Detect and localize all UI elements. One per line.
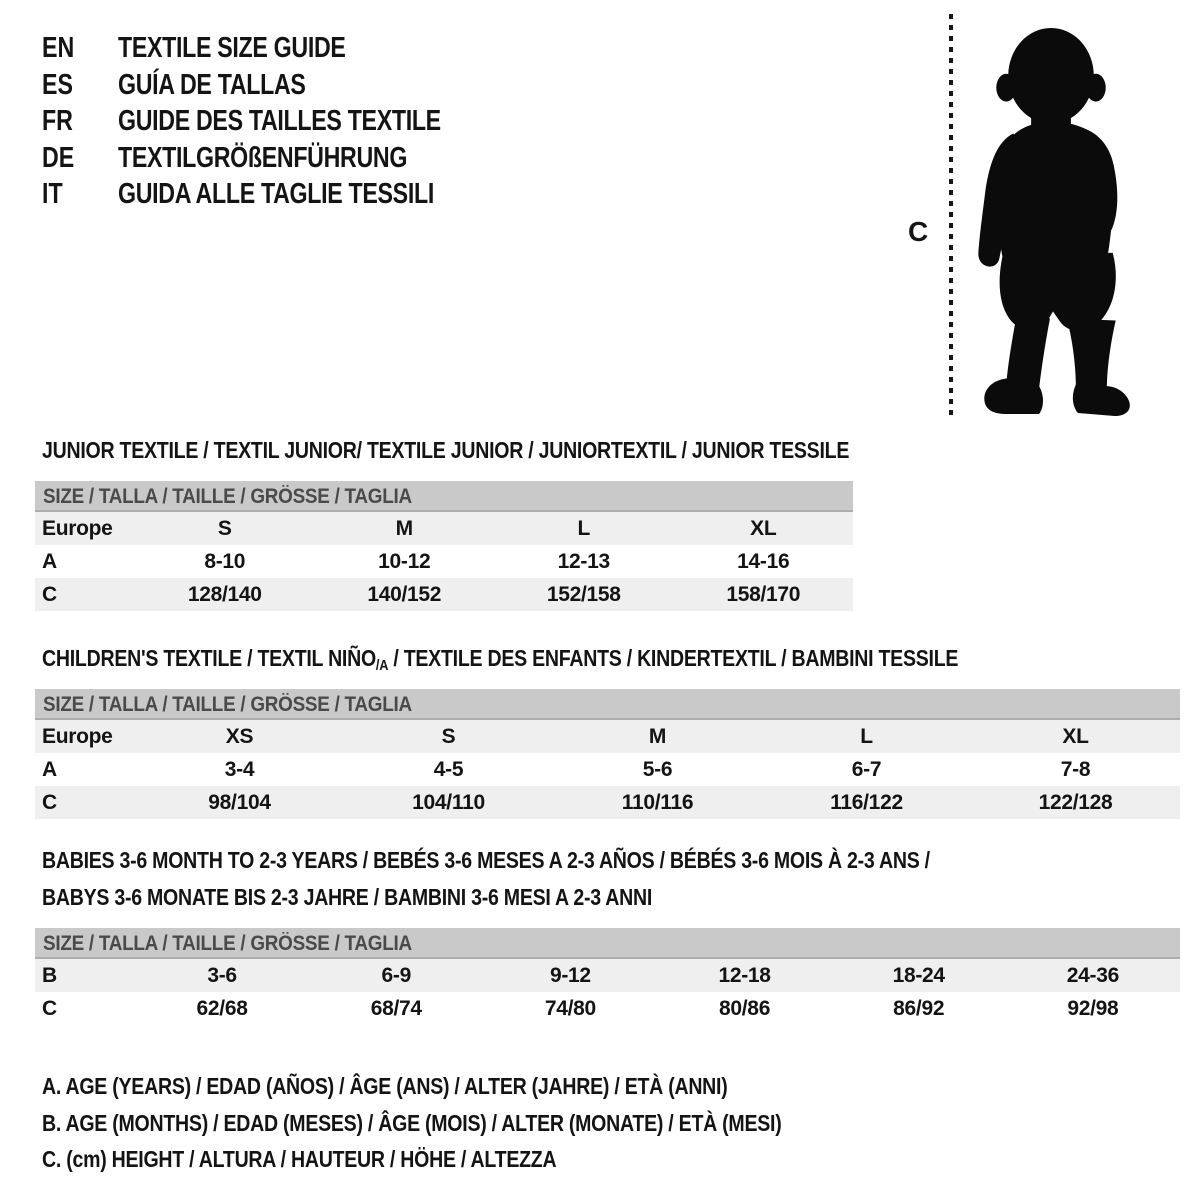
- size-bar-text: SIZE / TALLA / TAILLE / GRÖSSE / TAGLIA: [43, 485, 412, 508]
- size-cell: 7-8: [1060, 757, 1091, 781]
- table-row: [35, 578, 853, 611]
- lang-code: FR: [42, 105, 73, 138]
- size-cell: 6-9: [309, 959, 483, 992]
- size-cell: 128/140: [135, 578, 315, 611]
- section-title-line: [35, 640, 1180, 677]
- size-cell: 18-24: [832, 959, 1006, 992]
- size-cell: 74/80: [544, 996, 596, 1020]
- lang-label: GUÍA DE TALLAS: [118, 68, 306, 101]
- table-row: [35, 512, 853, 545]
- legend-text: B. AGE (MONTHS) / EDAD (MESES) / ÂGE (MOIS) / ALTER (MONATE) / ETÀ (MESI): [42, 1109, 782, 1136]
- language-guide-list: [42, 30, 522, 213]
- size-cell: 98/104: [135, 786, 344, 819]
- title-text: / TEXTILE DES ENFANTS / KINDERTEXTIL / BAMBINI TESSILE: [388, 645, 959, 671]
- title-text: /A: [375, 657, 389, 674]
- junior-section-title: [35, 432, 1180, 469]
- size-cell: 110/116: [553, 786, 762, 819]
- size-cell: 140/152: [315, 578, 495, 611]
- children-section-title: [35, 640, 1180, 677]
- size-cell: 158/170: [674, 578, 854, 611]
- children-size-table: [35, 720, 1180, 819]
- table-row: [35, 959, 1180, 992]
- junior-size-table: [35, 512, 853, 611]
- legend-text: C. (cm) HEIGHT / ALTURA / HAUTEUR / HÖHE / ALTEZZA: [42, 1146, 557, 1172]
- row-label: B: [35, 959, 135, 992]
- lang-row-fr: [42, 103, 522, 140]
- row-label: C: [42, 996, 57, 1020]
- size-cell: 86/92: [893, 996, 945, 1020]
- title-text: BABYS 3-6 MONATE BIS 2-3 JAHRE / BAMBINI 3-6 MESI A 2-3 ANNI: [42, 884, 653, 910]
- size-cell: 3-4: [224, 757, 255, 781]
- size-cell: 116/122: [762, 786, 971, 819]
- size-cell: 10-12: [378, 549, 431, 573]
- size-cell: XL: [674, 512, 854, 545]
- size-cell: 9-12: [483, 959, 657, 992]
- size-cell: 12-13: [557, 549, 610, 573]
- size-cell: M: [553, 720, 762, 753]
- row-label: A: [42, 757, 57, 781]
- lang-row-en: [42, 30, 522, 67]
- size-cell: 14-16: [737, 549, 790, 573]
- size-cell: M: [315, 512, 495, 545]
- babies-size-header-bar: [35, 928, 1180, 959]
- junior-size-header-bar: [35, 481, 853, 512]
- row-label: C: [35, 786, 135, 819]
- legend-text: A. AGE (YEARS) / EDAD (AÑOS) / ÂGE (ANS) / ALTER (JAHRE) / ETÀ (ANNI): [42, 1073, 728, 1099]
- lang-code: IT: [42, 178, 63, 211]
- title-text: CHILDREN'S TEXTILE / TEXTIL NIÑO: [42, 645, 376, 671]
- size-cell: L: [762, 720, 971, 753]
- toddler-silhouette-icon: [962, 22, 1144, 420]
- size-cell: 104/110: [344, 786, 553, 819]
- row-label: Europe: [35, 512, 135, 545]
- babies-size-table: [35, 959, 1180, 1025]
- size-cell: 5-6: [642, 757, 673, 781]
- lang-label: GUIDA ALLE TAGLIE TESSILI: [118, 178, 434, 211]
- lang-code: DE: [42, 141, 75, 174]
- legend-line-c: [42, 1141, 912, 1178]
- section-title-line: [35, 432, 1180, 469]
- size-cell: S: [135, 512, 315, 545]
- section-babies: [35, 842, 1180, 1025]
- lang-row-de: [42, 140, 522, 177]
- size-cell: 24-36: [1006, 959, 1180, 992]
- size-cell: 152/158: [494, 578, 674, 611]
- size-cell: S: [344, 720, 553, 753]
- size-cell: 12-18: [657, 959, 831, 992]
- size-cell: 68/74: [370, 996, 422, 1020]
- children-size-header-bar: [35, 689, 1180, 720]
- measurement-legend: [42, 1068, 912, 1178]
- table-row: [35, 992, 1180, 1025]
- section-junior: [35, 432, 1180, 611]
- table-row: [35, 753, 1180, 786]
- row-label: C: [35, 578, 135, 611]
- size-cell: 3-6: [135, 959, 309, 992]
- size-cell: 4-5: [433, 757, 464, 781]
- size-cell: 80/86: [719, 996, 771, 1020]
- section-children: [35, 640, 1180, 819]
- height-figure: [900, 0, 1160, 430]
- size-cell: XL: [971, 720, 1180, 753]
- lang-code: EN: [42, 32, 75, 64]
- size-cell: XS: [135, 720, 344, 753]
- size-cell: 8-10: [204, 549, 246, 573]
- row-label: A: [42, 549, 57, 573]
- lang-code: ES: [42, 68, 73, 101]
- size-cell: 92/98: [1067, 996, 1119, 1020]
- table-row: [35, 786, 1180, 819]
- lang-label: GUIDE DES TAILLES TEXTILE: [118, 105, 441, 138]
- legend-line-a: [42, 1068, 912, 1105]
- size-cell: 122/128: [971, 786, 1180, 819]
- lang-row-es: [42, 67, 522, 104]
- size-cell: 62/68: [196, 996, 248, 1020]
- size-cell: L: [494, 512, 674, 545]
- section-title-line: [35, 879, 1180, 916]
- size-bar-text: SIZE / TALLA / TAILLE / GRÖSSE / TAGLIA: [43, 932, 412, 955]
- height-dotted-line: [949, 14, 953, 417]
- legend-line-b: [42, 1105, 912, 1142]
- lang-row-it: [42, 176, 522, 213]
- size-cell: 6-7: [851, 757, 882, 781]
- lang-label: TEXTILE SIZE GUIDE: [118, 32, 346, 64]
- height-measure-label: C: [908, 216, 929, 247]
- babies-section-title: [35, 842, 1180, 916]
- lang-label: TEXTILGRÖßENFÜHRUNG: [118, 141, 408, 174]
- table-row: [35, 720, 1180, 753]
- title-text: BABIES 3-6 MONTH TO 2-3 YEARS / BEBÉS 3-6 MESES A 2-3 AÑOS / BÉBÉS 3-6 MOIS À 2-3 ANS /: [42, 847, 930, 873]
- section-title-line: [35, 842, 1180, 879]
- table-row: [35, 545, 853, 578]
- title-text: JUNIOR TEXTILE / TEXTIL JUNIOR/ TEXTILE JUNIOR / JUNIORTEXTIL / JUNIOR TESSILE: [42, 437, 850, 463]
- size-bar-text: SIZE / TALLA / TAILLE / GRÖSSE / TAGLIA: [43, 693, 412, 716]
- row-label: Europe: [35, 720, 135, 753]
